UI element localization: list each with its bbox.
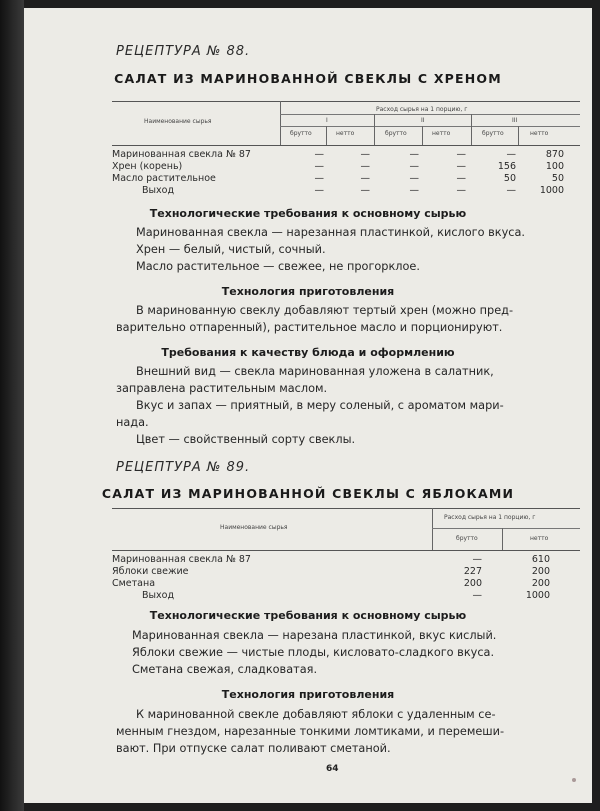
recipe-89-raw-req-line: Яблоки свежие — чистые плоды, кисловато-сладкого вкуса. xyxy=(132,646,495,659)
recipe-88-title: САЛАТ ИЗ МАРИНОВАННОЙ СВЕКЛЫ С ХРЕНОМ xyxy=(114,71,502,86)
table-89-col-name: Наименование сырья xyxy=(220,524,288,531)
recipe-88-raw-req-line: Масло растительное — свежее, не прогорклое. xyxy=(136,260,420,273)
table-88-group-2: II xyxy=(421,117,425,124)
table-88-group-1: I xyxy=(326,117,328,124)
recipe-89-tech-line: К маринованной свекле добавляют яблоки с удаленным се- xyxy=(136,708,496,721)
table-88-netto-1: нетто xyxy=(336,130,355,137)
recipe-89-technology-heading: Технология приготовления xyxy=(221,688,395,701)
table-88-netto-3: нетто xyxy=(530,130,549,137)
recipe-88-quality-heading: Требования к качеству блюда и оформлению xyxy=(161,346,455,359)
table-89-brutto: брутто xyxy=(456,535,478,542)
paper-speck xyxy=(572,778,576,782)
table-88-col-name: Наименование сырья xyxy=(144,118,212,125)
recipe-88-raw-requirements-heading: Технологические требования к основному сырью xyxy=(149,207,467,220)
table-89-netto: нетто xyxy=(530,535,549,542)
recipe-89-raw-req-line: Сметана свежая, сладковатая. xyxy=(132,663,318,676)
recipe-88-raw-req-line: Хрен — белый, чистый, сочный. xyxy=(136,243,326,256)
recipe-88-quality-line: Вкус и запах — приятный, в меру соленый, с ароматом мари- xyxy=(136,399,504,412)
table-88-brutto-3: брутто xyxy=(482,130,504,137)
book-binding-shadow xyxy=(0,0,24,811)
table-89-consumption-header: Расход сырья на 1 порцию, г xyxy=(444,514,536,521)
page-number: 64 xyxy=(326,764,339,774)
recipe-89-tech-line: менным гнездом, нарезанные тонкими ломтиками, и перемеши- xyxy=(116,725,505,738)
recipe-88-technology-heading: Технология приготовления xyxy=(221,285,395,298)
recipe-88-raw-req-line: Маринованная свекла — нарезанная пластинкой, кислого вкуса. xyxy=(136,226,525,239)
recipe-89-tech-line: вают. При отпуске салат поливают сметаной. xyxy=(116,742,391,755)
book-page: РЕЦЕПТУРА № 88. САЛАТ ИЗ МАРИНОВАННОЙ СВЕКЛЫ С ХРЕНОМ Наименование сырья Расход сырья на 1 порцию, г I II III брутто нетто брутто нетто брутто нетто Маринованная свекла № 87 — — — — — 870 Хрен (корень) — — — — 156 100 Масло растительное — — — — 50 50 Выход — — — — — 1000 Технологические требования к основному сырью Маринованная свекла — нарезанная пластинкой, кислого вкуса. Хрен — белый, чистый, сочный. Масло растительное — свежее, не прогорклое. Технология приготовления В маринованную свеклу добавляют тертый хрен (можно пред- варительно отпаренный), растительное масло и порционируют. Требования к качеству блюда и оформлению Внешний вид — свекла маринованная уложена в салатник, заправлена растительным маслом. Вкус и запах — приятный, в меру соленый, с ароматом мари- нада. Цвет — свойственный сорту свеклы. РЕЦЕПТУРА № 89. САЛАТ ИЗ МАРИНОВАННОЙ СВЕКЛЫ С ЯБЛОКАМИ Наименование сырья Расход сырья на 1 порцию, г брутто нетто Маринованная свекла № 87 — 610 Яблоки свежие 227 200 Сметана 200 200 Выход — 1000 Технологические требования к основному сырью Маринованная свекла — нарезана пластинкой, вкус кислый. Яблоки свежие — чистые плоды, кисловато-сладкого вкуса. Сметана свежая, сладковатая. Технология приготовления К маринованной свекле добавляют яблоки с удаленным се- менным гнездом, нарезанные тонкими ломтиками, и перемеши- вают. При отпуске салат поливают сметаной. 64 xyxy=(24,8,592,803)
table-88-brutto-2: брутто xyxy=(385,130,407,137)
recipe-89-title: САЛАТ ИЗ МАРИНОВАННОЙ СВЕКЛЫ С ЯБЛОКАМИ xyxy=(101,486,515,501)
recipe-88-quality-line: заправлена растительным маслом. xyxy=(116,382,328,395)
recipe-88-tech-line: В маринованную свеклу добавляют тертый хрен (можно пред- xyxy=(136,304,514,317)
table-88-brutto-1: брутто xyxy=(290,130,312,137)
recipe-88-number: РЕЦЕПТУРА № 88. xyxy=(116,44,251,59)
table-88-netto-2: нетто xyxy=(432,130,451,137)
recipe-88-quality-line: Цвет — свойственный сорту свеклы. xyxy=(136,433,356,446)
recipe-88-tech-line: варительно отпаренный), растительное масло и порционируют. xyxy=(116,321,503,334)
table-88-group-3: III xyxy=(512,117,518,124)
recipe-88-quality-line: нада. xyxy=(116,416,149,429)
recipe-89-raw-requirements-heading: Технологические требования к основному сырью xyxy=(149,609,467,622)
table-88-consumption-header: Расход сырья на 1 порцию, г xyxy=(376,106,468,113)
recipe-89-raw-req-line: Маринованная свекла — нарезана пластинкой, вкус кислый. xyxy=(132,629,497,642)
recipe-88-quality-line: Внешний вид — свекла маринованная уложена в салатник, xyxy=(136,365,494,378)
recipe-89-number: РЕЦЕПТУРА № 89. xyxy=(116,460,251,475)
